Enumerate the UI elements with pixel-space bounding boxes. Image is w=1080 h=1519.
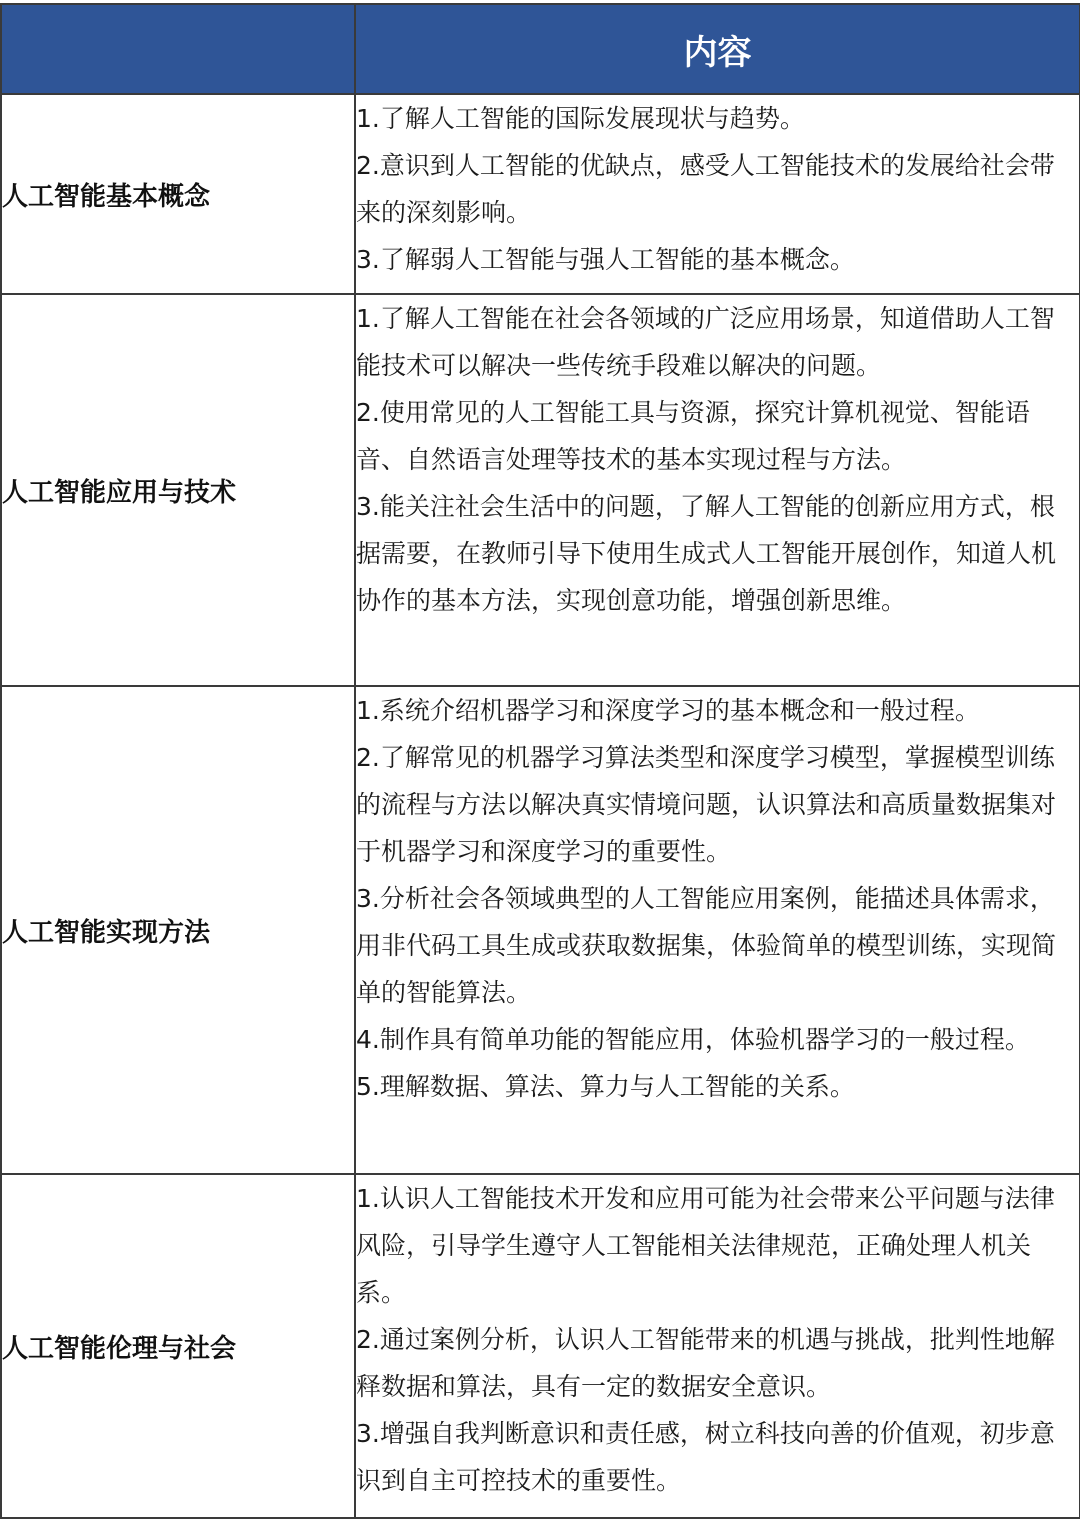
table-row [1, 686, 1080, 1174]
content-item: 5.理解数据、算法、算力与人工智能的关系。 [356, 1072, 855, 1101]
content-item: 3.分析社会各领域典型的人工智能应用案例，能描述具体需求，用非代码工具生成或获取数据集，体验简单的模型训练，实现简单的智能算法。 [356, 884, 1057, 1007]
header-content-cell: 内容 [355, 4, 1080, 94]
content-item: 1.系统介绍机器学习和深度学习的基本概念和一般过程。 [356, 696, 980, 725]
content-item: 1.了解人工智能在社会各领域的广泛应用场景，知道借助人工智能技术可以解决一些传统手段难以解决的问题。 [356, 304, 1055, 380]
content-item: 3.能关注社会生活中的问题，了解人工智能的创新应用方式，根据需要，在教师引导下使用生成式人工智能开展创作，知道人机协作的基本方法，实现创意功能，增强创新思维。 [356, 492, 1057, 615]
table-row [1, 94, 1080, 294]
content-item: 4.制作具有简单功能的智能应用，体验机器学习的一般过程。 [356, 1025, 1030, 1054]
header-topic-cell [1, 4, 355, 94]
content-item: 1.了解人工智能的国际发展现状与趋势。 [356, 104, 805, 133]
content-cell [355, 94, 1080, 294]
content-cell [355, 1174, 1080, 1518]
topic-cell: 人工智能应用与技术 [1, 294, 355, 686]
content-item: 1.认识人工智能技术开发和应用可能为社会带来公平问题与法律风险，引导学生遵守人工智能相关法律规范，正确处理人机关系。 [356, 1184, 1055, 1307]
content-cell [355, 294, 1080, 686]
content-item: 2.使用常见的人工智能工具与资源，探究计算机视觉、智能语音、自然语言处理等技术的基本实现过程与方法。 [356, 398, 1030, 474]
curriculum-table [0, 3, 1080, 1519]
content-item: 2.通过案例分析，认识人工智能带来的机遇与挑战，批判性地解释数据和算法，具有一定的数据安全意识。 [356, 1325, 1055, 1401]
content-item: 2.了解常见的机器学习算法类型和深度学习模型，掌握模型训练的流程与方法以解决真实情境问题，认识算法和高质量数据集对于机器学习和深度学习的重要性。 [356, 743, 1057, 866]
content-cell [355, 686, 1080, 1174]
topic-cell: 人工智能伦理与社会 [1, 1174, 355, 1518]
header-row [1, 4, 1080, 94]
topic-cell: 人工智能实现方法 [1, 686, 355, 1174]
content-item: 3.了解弱人工智能与强人工智能的基本概念。 [356, 245, 855, 274]
table-row [1, 1174, 1080, 1518]
content-item: 3.增强自我判断意识和责任感，树立科技向善的价值观，初步意识到自主可控技术的重要性。 [356, 1419, 1055, 1495]
topic-cell: 人工智能基本概念 [1, 94, 355, 294]
table-row [1, 294, 1080, 686]
content-item: 2.意识到人工智能的优缺点，感受人工智能技术的发展给社会带来的深刻影响。 [356, 151, 1055, 227]
